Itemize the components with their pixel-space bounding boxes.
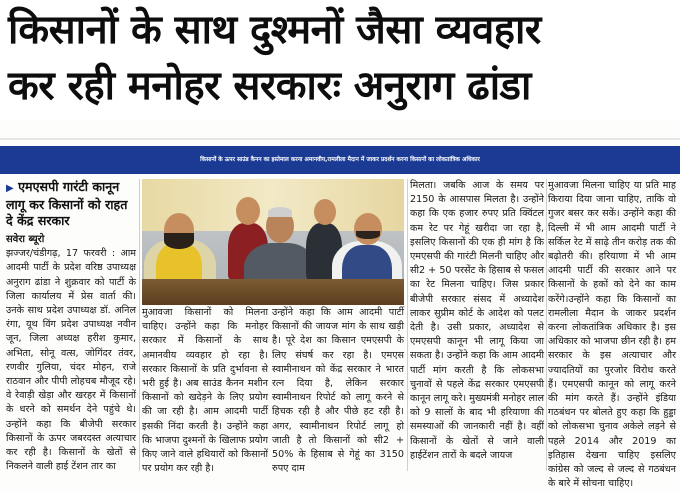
column-divider bbox=[407, 179, 408, 471]
article-column-3 bbox=[410, 179, 544, 471]
press-conference-photo bbox=[142, 179, 404, 305]
headline-block bbox=[0, 0, 680, 120]
column-2b-text: उन्होंने कहा कि आम आदमी पार्टी किसानों की जायज मांग के साथ खड़ी है। पूरे देश का किसान एमएसपी के लिए संघर्ष कर रहा है। एमएस स्वामीनाथन को केंद्र सरकार ने भारत रत्न दिया है, लेकिन सरकार स्वामीनाथन रिपोर्ट को लागू करने से हिचक रही है और पीछे हट रही है। अगर, स्वामीनाथन रिपोर्ट लागू हो जाती है तो किसानों को सी2 + 50% के हिसाब से गेहूं का 3150 रुपए दाम bbox=[272, 307, 404, 475]
article-column-2a bbox=[142, 306, 268, 475]
byline: सवेरा ब्यूरो bbox=[6, 234, 45, 245]
headline-line-1: किसानों के साथ दुश्मनों जैसा व्यवहार bbox=[8, 7, 541, 53]
column-3-text: मिलता। जबकि आज के समय पर 2150 के आसपास मिलता है। उन्होंने कहा कि एक हजार रुपए प्रति क्विंटल कम रेट पर गेहूं खरीदा जा रहा है, इसलिए किसानों की एक ही मांग है कि एमएसपी की गारंटी मिलनी चाहिए और सी2 + 50 परसेंट के हिसाब से फसल का रेट मिलना चाहिए। जिस प्रकार बीजेपी सरकार संसद में अध्यादेश लाकर सुप्रीम कोर्ट के आदेश को पलट देती है। उसी प्रकार, अध्यादेश से एमएसपी कानून भी लागू किया जा सकता है। उन्होंने कहा कि आम आदमी पार्टी मांग करती है कि लोकसभा चुनावों से पहले केंद्र सरकार एमएसपी कानून लागू करे। मुख्यमंत्री मनोहर लाल को 9 सालों के बाद भी हरियाणा की समस्याओं की जानकारी नहीं है। वहीं किसानों के खेतों से जाने वाली हाईटेंशन तारों के बदले जायज bbox=[410, 180, 544, 461]
article-column-4 bbox=[548, 179, 676, 490]
sidebar-story-headline bbox=[6, 179, 136, 229]
sidebar-story bbox=[6, 179, 136, 471]
divider bbox=[0, 138, 680, 140]
column-divider bbox=[139, 179, 140, 471]
triangle-bullet-icon: ▶ bbox=[6, 183, 14, 194]
photo-table bbox=[142, 279, 404, 305]
column-4-text: मुआवजा मिलना चाहिए या प्रति माह किराया दिया जाना चाहिए, ताकि वो गुजर बसर कर सकें। उन्होंने कहा की दिल्ली में भी आम आदमी पार्टी ने सर्किल रेट में साढ़े तीन करोड़ तक की बढ़ोतरी की। हरियाणा में भी आम आदमी पार्टी की सरकार आने पर किसानों के हकों को देने का काम करेंगे।उन्होंने कहा कि किसानों का रामलीला मैदान के जाकर प्रदर्शन करना लोकतांत्रिक अधिकार है। इस अधिकार को भाजपा छीन रही है। हम सरकार के इस अत्याचार और ज्यादतियों का पुरजोर विरोध करते हैं। एमएसपी कानून को लागू करने की मांग करते हैं। उन्होंने इंडिया गठबंधन पर बोलते हुए कहा कि हुड्डा को लोकसभा चुनाव अकेले लड़ने से पहले 2014 और 2019 का इतिहास देखना चाहिए इसलिए कांग्रेस को जल्द से जल्द से गठबंधन के बारे में सोचना चाहिए। bbox=[548, 180, 676, 490]
column-2a-text: मुआवजा किसानों को मिलना चाहिए। उन्होंने कहा कि मनोहर सरकार में किसानों के साथ अमानवीय व्यवहार हो रहा है। सरकार किसानों के प्रति दुर्भावना से भरी हुई है। अब साउंड कैनन मशीन किसानों को खदेड़ने के लिए प्रयोग की जा रही है। आम आदमी पार्टी इसकी निंदा करती है। उन्होंने कहा कि भाजपा दुश्मनों के खिलाफ प्रयोग किए जाने वाले हथियारों को किसानों पर प्रयोग कर रही है। bbox=[142, 307, 268, 475]
sidebar-story-text: झज्जर/चंडीगढ़, 17 फरवरी : आम आदमी पार्टी के प्रदेश वरिष्ठ उपाध्यक्ष अनुराग ढांडा ने शुक्रवार को पार्टी के जिला कार्यालय में प्रेस वार्ता की। उनके साथ प्रदेश उपाध्यक्ष डॉ. अनिल रंगा, यूथ विंग प्रदेश उपाध्यक्ष नवीन जून, जिला अध्यक्ष हरीश कुमार, अभिता, सोनू वत्स, जोगिंदर तंवर, रणवीर गुलिया, चंदर मोहन, राजे राठवान और पीपी लोहचब मौजूद रहे। वे रेवाड़ी खेड़ा और खरहर में किसानों के धरने को समर्थन देने पहुंचे थे। उन्होंने कहा कि बीजेपी सरकार किसानों के ऊपर जबरदस्त अत्याचार कर रही है। किसानों के खेतों से निकलने वाली हाई टेंशन तार का bbox=[6, 248, 136, 473]
column-divider bbox=[546, 179, 547, 471]
subheadline-bar: किसानों के ऊपर साउंड कैनन का इस्तेमाल करना अमानवीय,रामलीला मैदान में जाकर प्रदर्शन करना किसानों का लोकतांत्रिक अधिकार bbox=[0, 146, 680, 174]
headline-line-2: कर रही मनोहर सरकारः अनुराग ढांडा bbox=[8, 63, 531, 109]
article-column-2b bbox=[272, 306, 404, 475]
sidebar-headline-text: एमएसपी गारंटी कानून लागू कर किसानों को राहत दे केंद्र सरकार bbox=[6, 179, 128, 228]
